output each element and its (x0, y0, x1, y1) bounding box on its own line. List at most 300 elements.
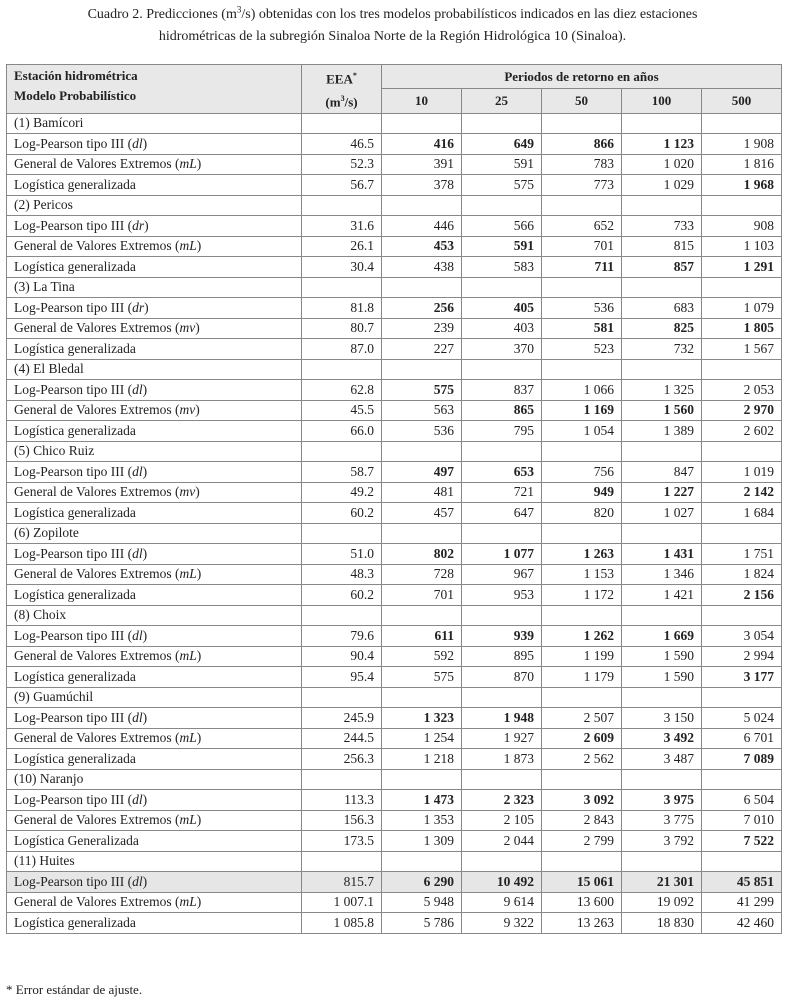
empty-cell (462, 359, 542, 380)
table-row (7, 872, 782, 893)
prediction-value: 15 061 (542, 872, 622, 893)
prediction-value: 2 156 (702, 585, 782, 606)
prediction-value: 847 (622, 462, 702, 483)
table-row (7, 318, 782, 339)
model-name: Logística generalizada (7, 913, 302, 934)
eea-value: 80.7 (302, 318, 382, 339)
eea-value: 49.2 (302, 482, 382, 503)
empty-cell (382, 277, 462, 298)
model-name: Log-Pearson tipo III (dr) (7, 216, 302, 237)
empty-cell (462, 113, 542, 134)
empty-cell (702, 605, 782, 626)
prediction-value: 701 (542, 236, 622, 257)
prediction-value: 19 092 (622, 892, 702, 913)
empty-cell (462, 277, 542, 298)
table-row (7, 400, 782, 421)
prediction-value: 575 (462, 175, 542, 196)
station-name: (6) Zopilote (7, 523, 302, 544)
prediction-value: 2 053 (702, 380, 782, 401)
prediction-value: 1 323 (382, 708, 462, 729)
prediction-value: 5 786 (382, 913, 462, 934)
empty-cell (302, 769, 382, 790)
prediction-value: 591 (462, 236, 542, 257)
model-name: Log-Pearson tipo III (dl) (7, 380, 302, 401)
eea-value: 113.3 (302, 790, 382, 811)
empty-cell (302, 113, 382, 134)
station-name: (3) La Tina (7, 277, 302, 298)
prediction-value: 1 805 (702, 318, 782, 339)
prediction-value: 783 (542, 154, 622, 175)
model-name: Log-Pearson tipo III (dl) (7, 544, 302, 565)
prediction-value: 728 (382, 564, 462, 585)
model-name: General de Valores Extremos (mL) (7, 646, 302, 667)
table-row (7, 462, 782, 483)
empty-cell (702, 851, 782, 872)
prediction-value: 523 (542, 339, 622, 360)
prediction-value: 1 751 (702, 544, 782, 565)
eea-value: 245.9 (302, 708, 382, 729)
prediction-value: 3 150 (622, 708, 702, 729)
station-name: (4) El Bledal (7, 359, 302, 380)
prediction-value: 1 873 (462, 749, 542, 770)
empty-cell (382, 113, 462, 134)
station-name: (8) Choix (7, 605, 302, 626)
prediction-value: 2 994 (702, 646, 782, 667)
model-name: Logística generalizada (7, 667, 302, 688)
prediction-value: 939 (462, 626, 542, 647)
empty-cell (622, 523, 702, 544)
empty-cell (382, 441, 462, 462)
prediction-value: 566 (462, 216, 542, 237)
prediction-value: 41 299 (702, 892, 782, 913)
empty-cell (382, 687, 462, 708)
empty-cell (542, 195, 622, 216)
model-name: Log-Pearson tipo III (dl) (7, 790, 302, 811)
table-row (7, 790, 782, 811)
prediction-value: 438 (382, 257, 462, 278)
empty-cell (622, 441, 702, 462)
prediction-value: 721 (462, 482, 542, 503)
model-name: Logística generalizada (7, 257, 302, 278)
table-row (7, 216, 782, 237)
prediction-value: 2 562 (542, 749, 622, 770)
eea-value: 58.7 (302, 462, 382, 483)
prediction-value: 1 431 (622, 544, 702, 565)
table-row (7, 544, 782, 565)
period-header: 25 (462, 89, 542, 113)
empty-cell (382, 769, 462, 790)
prediction-value: 3 177 (702, 667, 782, 688)
model-name: Logística Generalizada (7, 831, 302, 852)
table-row (7, 134, 782, 155)
prediction-value: 953 (462, 585, 542, 606)
footnote: * Error estándar de ajuste. (6, 982, 143, 997)
prediction-value: 591 (462, 154, 542, 175)
empty-cell (462, 195, 542, 216)
prediction-value: 416 (382, 134, 462, 155)
empty-cell (702, 769, 782, 790)
prediction-value: 6 290 (382, 872, 462, 893)
prediction-value: 9 614 (462, 892, 542, 913)
eea-header: EEA* $(m^3/s)$ (302, 65, 382, 114)
prediction-value: 1 816 (702, 154, 782, 175)
prediction-value: 732 (622, 339, 702, 360)
empty-cell (302, 277, 382, 298)
prediction-value: 3 975 (622, 790, 702, 811)
prediction-value: 1 389 (622, 421, 702, 442)
prediction-value: 1 066 (542, 380, 622, 401)
empty-cell (622, 359, 702, 380)
prediction-value: 967 (462, 564, 542, 585)
empty-cell (702, 359, 782, 380)
prediction-value: 1 968 (702, 175, 782, 196)
model-name: Log-Pearson tipo III (dl) (7, 626, 302, 647)
prediction-value: 795 (462, 421, 542, 442)
empty-cell (622, 687, 702, 708)
table-row (7, 298, 782, 319)
eea-value: 60.2 (302, 585, 382, 606)
table-row (7, 667, 782, 688)
station-name: (10) Naranjo (7, 769, 302, 790)
model-name: General de Valores Extremos (mL) (7, 236, 302, 257)
prediction-value: 370 (462, 339, 542, 360)
empty-cell (542, 605, 622, 626)
prediction-value: 1 227 (622, 482, 702, 503)
eea-value: 256.3 (302, 749, 382, 770)
empty-cell (302, 359, 382, 380)
prediction-value: 733 (622, 216, 702, 237)
empty-cell (462, 441, 542, 462)
prediction-value: 497 (382, 462, 462, 483)
station-name: (1) Bamícori (7, 113, 302, 134)
empty-cell (622, 195, 702, 216)
prediction-value: 3 492 (622, 728, 702, 749)
model-name: Log-Pearson tipo III (dl) (7, 462, 302, 483)
eea-value: 1 007.1 (302, 892, 382, 913)
prediction-value: 446 (382, 216, 462, 237)
empty-cell (622, 113, 702, 134)
prediction-value: 453 (382, 236, 462, 257)
prediction-value: 857 (622, 257, 702, 278)
prediction-value: 870 (462, 667, 542, 688)
prediction-value: 1 254 (382, 728, 462, 749)
empty-cell (622, 769, 702, 790)
empty-cell (702, 113, 782, 134)
table-row (7, 626, 782, 647)
eea-value: 26.1 (302, 236, 382, 257)
station-row (7, 277, 782, 298)
table-row (7, 564, 782, 585)
empty-cell (462, 605, 542, 626)
empty-cell (382, 523, 462, 544)
prediction-value: 13 600 (542, 892, 622, 913)
prediction-value: 1 473 (382, 790, 462, 811)
period-header: 500 (702, 89, 782, 113)
prediction-value: 10 492 (462, 872, 542, 893)
prediction-value: 42 460 (702, 913, 782, 934)
prediction-value: 7 089 (702, 749, 782, 770)
prediction-value: 1 590 (622, 646, 702, 667)
prediction-value: 457 (382, 503, 462, 524)
prediction-value: 2 142 (702, 482, 782, 503)
empty-cell (542, 687, 622, 708)
model-name: General de Valores Extremos (mL) (7, 564, 302, 585)
prediction-value: 820 (542, 503, 622, 524)
caption-line-1: Cuadro 2. Predicciones $(m^3/s)$ obtenidas con los tres modelos probabilísticos indicados en las diez estaciones (87, 4, 698, 22)
prediction-value: 3 792 (622, 831, 702, 852)
prediction-value: 1 684 (702, 503, 782, 524)
eea-value: 56.7 (302, 175, 382, 196)
table-row (7, 503, 782, 524)
model-name: Logística generalizada (7, 503, 302, 524)
prediction-value: 1 079 (702, 298, 782, 319)
station-row (7, 605, 782, 626)
empty-cell (622, 605, 702, 626)
model-name: General de Valores Extremos (mL) (7, 810, 302, 831)
caption-line-2: hidrométricas de la subregión Sinaloa Norte de la Región Hidrológica 10 (Sinaloa). (158, 29, 627, 44)
table-caption (0, 4, 785, 48)
return-periods-header: Periodos de retorno en años (382, 65, 782, 89)
prediction-value: 1 908 (702, 134, 782, 155)
empty-cell (542, 769, 622, 790)
table-row (7, 154, 782, 175)
station-name: (11) Huites (7, 851, 302, 872)
prediction-value: 1 019 (702, 462, 782, 483)
prediction-value: 2 799 (542, 831, 622, 852)
eea-value: 95.4 (302, 667, 382, 688)
prediction-value: 2 970 (702, 400, 782, 421)
table-row (7, 585, 782, 606)
empty-cell (462, 769, 542, 790)
prediction-value: 802 (382, 544, 462, 565)
prediction-value: 575 (382, 380, 462, 401)
prediction-value: 1 309 (382, 831, 462, 852)
table-row (7, 175, 782, 196)
station-row (7, 441, 782, 462)
empty-cell (702, 195, 782, 216)
prediction-value: 21 301 (622, 872, 702, 893)
prediction-value: 1 172 (542, 585, 622, 606)
prediction-value: 1 325 (622, 380, 702, 401)
prediction-value: 3 054 (702, 626, 782, 647)
empty-cell (382, 359, 462, 380)
eea-value: 156.3 (302, 810, 382, 831)
empty-cell (542, 113, 622, 134)
eea-value: 66.0 (302, 421, 382, 442)
prediction-value: 575 (382, 667, 462, 688)
prediction-value: 701 (382, 585, 462, 606)
station-name: (2) Pericos (7, 195, 302, 216)
empty-cell (622, 851, 702, 872)
station-row (7, 769, 782, 790)
table-row (7, 257, 782, 278)
model-name: Logística generalizada (7, 749, 302, 770)
prediction-value: 45 851 (702, 872, 782, 893)
empty-cell (302, 523, 382, 544)
empty-cell (702, 441, 782, 462)
period-header: 50 (542, 89, 622, 113)
prediction-value: 6 701 (702, 728, 782, 749)
station-model-header: Estación hidrométrica Modelo Probabilístico (7, 65, 302, 114)
table-row (7, 810, 782, 831)
empty-cell (382, 605, 462, 626)
prediction-value: 683 (622, 298, 702, 319)
prediction-value: 865 (462, 400, 542, 421)
empty-cell (302, 441, 382, 462)
prediction-value: 756 (542, 462, 622, 483)
prediction-value: 837 (462, 380, 542, 401)
eea-value: 45.5 (302, 400, 382, 421)
model-name: Logística generalizada (7, 585, 302, 606)
eea-value: 79.6 (302, 626, 382, 647)
prediction-value: 256 (382, 298, 462, 319)
station-row (7, 523, 782, 544)
empty-cell (462, 523, 542, 544)
prediction-value: 1 669 (622, 626, 702, 647)
station-name: (5) Chico Ruiz (7, 441, 302, 462)
eea-value: 48.3 (302, 564, 382, 585)
prediction-value: 3 775 (622, 810, 702, 831)
prediction-value: 1 153 (542, 564, 622, 585)
prediction-value: 1 567 (702, 339, 782, 360)
prediction-value: 1 103 (702, 236, 782, 257)
prediction-value: 1 590 (622, 667, 702, 688)
prediction-value: 6 504 (702, 790, 782, 811)
prediction-value: 2 044 (462, 831, 542, 852)
prediction-value: 895 (462, 646, 542, 667)
empty-cell (542, 277, 622, 298)
model-name: General de Valores Extremos (mv) (7, 318, 302, 339)
prediction-value: 1 560 (622, 400, 702, 421)
prediction-value: 2 602 (702, 421, 782, 442)
prediction-value: 1 199 (542, 646, 622, 667)
prediction-value: 7 010 (702, 810, 782, 831)
prediction-value: 1 123 (622, 134, 702, 155)
model-name: Logística generalizada (7, 339, 302, 360)
table-row (7, 646, 782, 667)
prediction-value: 378 (382, 175, 462, 196)
table-row (7, 421, 782, 442)
prediction-value: 239 (382, 318, 462, 339)
model-name: General de Valores Extremos (mv) (7, 400, 302, 421)
empty-cell (542, 359, 622, 380)
model-name: Log-Pearson tipo III (dl) (7, 708, 302, 729)
model-name: General de Valores Extremos (mL) (7, 154, 302, 175)
table-row (7, 236, 782, 257)
prediction-value: 1 927 (462, 728, 542, 749)
model-name: Log-Pearson tipo III (dr) (7, 298, 302, 319)
empty-cell (702, 687, 782, 708)
empty-cell (542, 523, 622, 544)
prediction-value: 13 263 (542, 913, 622, 934)
prediction-value: 653 (462, 462, 542, 483)
prediction-value: 391 (382, 154, 462, 175)
eea-value: 244.5 (302, 728, 382, 749)
eea-value: 173.5 (302, 831, 382, 852)
prediction-value: 536 (382, 421, 462, 442)
prediction-value: 711 (542, 257, 622, 278)
prediction-value: 592 (382, 646, 462, 667)
table-row (7, 892, 782, 913)
prediction-value: 825 (622, 318, 702, 339)
prediction-value: 1 262 (542, 626, 622, 647)
prediction-value: 652 (542, 216, 622, 237)
prediction-value: 1 353 (382, 810, 462, 831)
prediction-value: 3 487 (622, 749, 702, 770)
prediction-value: 5 948 (382, 892, 462, 913)
prediction-value: 866 (542, 134, 622, 155)
model-name: Log-Pearson tipo III (dl) (7, 872, 302, 893)
eea-value: 51.0 (302, 544, 382, 565)
eea-value: 30.4 (302, 257, 382, 278)
table-row (7, 749, 782, 770)
prediction-value: 18 830 (622, 913, 702, 934)
table-row (7, 339, 782, 360)
prediction-value: 1 029 (622, 175, 702, 196)
empty-cell (462, 851, 542, 872)
predictions-table (6, 64, 782, 934)
prediction-value: 583 (462, 257, 542, 278)
prediction-value: 949 (542, 482, 622, 503)
station-row (7, 687, 782, 708)
prediction-value: 1 054 (542, 421, 622, 442)
prediction-value: 581 (542, 318, 622, 339)
empty-cell (382, 195, 462, 216)
eea-value: 81.8 (302, 298, 382, 319)
prediction-value: 405 (462, 298, 542, 319)
table-row (7, 831, 782, 852)
station-name: (9) Guamúchil (7, 687, 302, 708)
eea-value: 1 085.8 (302, 913, 382, 934)
model-name: Logística generalizada (7, 175, 302, 196)
table-row (7, 708, 782, 729)
prediction-value: 7 522 (702, 831, 782, 852)
prediction-value: 9 322 (462, 913, 542, 934)
eea-value: 31.6 (302, 216, 382, 237)
prediction-value: 1 824 (702, 564, 782, 585)
prediction-value: 227 (382, 339, 462, 360)
empty-cell (542, 851, 622, 872)
prediction-value: 1 291 (702, 257, 782, 278)
eea-value: 87.0 (302, 339, 382, 360)
prediction-value: 2 843 (542, 810, 622, 831)
period-header: 100 (622, 89, 702, 113)
prediction-value: 1 169 (542, 400, 622, 421)
prediction-value: 563 (382, 400, 462, 421)
prediction-value: 1 218 (382, 749, 462, 770)
prediction-value: 773 (542, 175, 622, 196)
station-row (7, 195, 782, 216)
prediction-value: 403 (462, 318, 542, 339)
prediction-value: 1 077 (462, 544, 542, 565)
prediction-value: 1 263 (542, 544, 622, 565)
empty-cell (702, 277, 782, 298)
empty-cell (622, 277, 702, 298)
prediction-value: 611 (382, 626, 462, 647)
eea-value: 60.2 (302, 503, 382, 524)
eea-value: 46.5 (302, 134, 382, 155)
model-name: Log-Pearson tipo III (dl) (7, 134, 302, 155)
empty-cell (302, 851, 382, 872)
prediction-value: 1 020 (622, 154, 702, 175)
table-row (7, 482, 782, 503)
eea-value: 52.3 (302, 154, 382, 175)
prediction-value: 815 (622, 236, 702, 257)
empty-cell (302, 605, 382, 626)
prediction-value: 649 (462, 134, 542, 155)
model-name: General de Valores Extremos (mL) (7, 892, 302, 913)
prediction-value: 1 346 (622, 564, 702, 585)
